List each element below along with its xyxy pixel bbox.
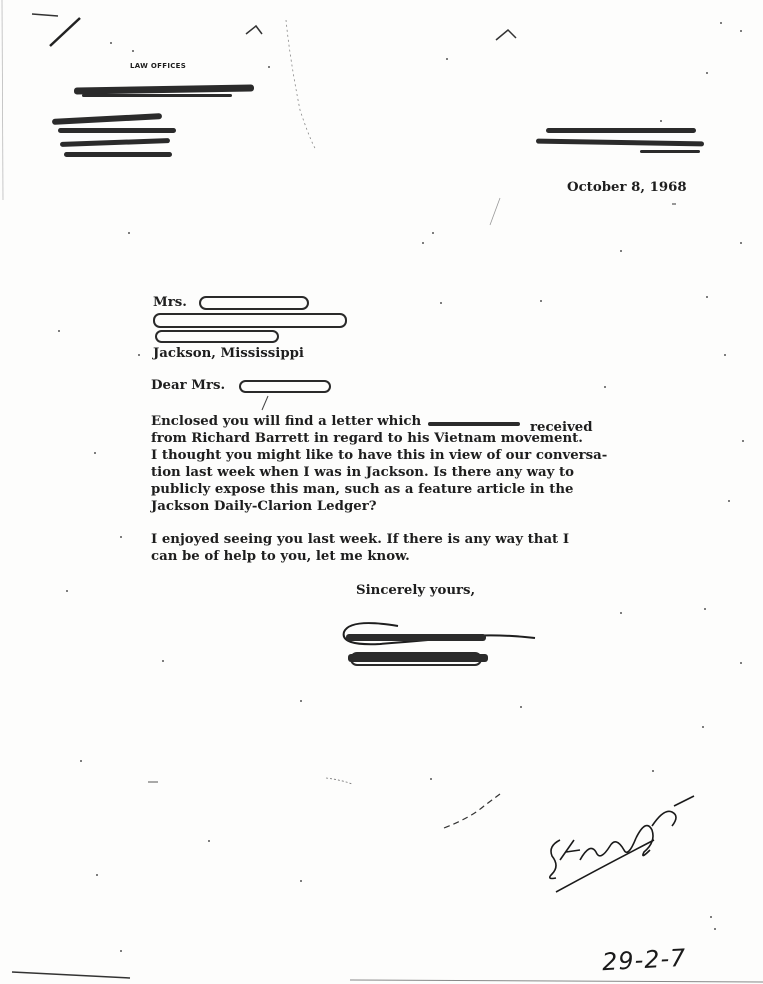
pen-stroke <box>444 794 500 828</box>
closing: Sincerely yours, <box>356 583 476 598</box>
redacted-greeting-name <box>239 380 331 393</box>
body-p1-line3: I thought you might like to have this in view of our conversa- <box>151 448 608 463</box>
letterhead-firm-label: LAW OFFICES <box>130 62 187 70</box>
letter-date: October 8, 1968 <box>567 180 687 195</box>
corner-mark <box>32 14 58 16</box>
body-p1-line4: tion last week when I was in Jackson. Is there any way to <box>151 465 575 480</box>
redacted-signer-name <box>346 634 486 641</box>
redacted-recipient-street <box>153 313 347 328</box>
body-p2-line1: I enjoyed seeing you last week. If there is any way that I <box>151 532 570 547</box>
handwritten-file-number: 29-2-7 <box>601 943 688 977</box>
redacted-name-inline <box>428 422 520 426</box>
slash-mark <box>50 18 80 46</box>
dash-mark-2 <box>326 778 352 784</box>
redacted-address-right <box>546 128 696 133</box>
body-p1-line6: Jackson Daily-Clarion Ledger? <box>151 499 377 514</box>
bottom-edge-mark <box>12 972 130 978</box>
body-p1-line5: publicly expose this man, such as a feature article in the <box>151 482 574 497</box>
body-p1-line1-start: Enclosed you will find a letter which <box>151 414 422 429</box>
tick-mark <box>262 396 268 410</box>
body-p2-line2: can be of help to you, let me know. <box>151 549 410 564</box>
body-p1-line1-end: received <box>530 420 593 435</box>
bottom-edge-line <box>350 980 763 982</box>
scratch-mark <box>286 20 316 150</box>
redacted-recipient-name <box>199 296 309 310</box>
scratch-mark-2 <box>490 198 500 225</box>
edge-line <box>2 0 3 200</box>
body-p1-line2: from Richard Barrett in regard to his Vietnam movement. <box>151 431 583 446</box>
greeting: Dear Mrs. <box>151 378 226 393</box>
recipient-prefix: Mrs. <box>153 295 187 310</box>
caret-mark-right <box>496 30 516 40</box>
caret-mark-left <box>246 26 262 34</box>
redacted-recipient-line <box>155 330 279 343</box>
recipient-city: Jackson, Mississippi <box>153 346 304 361</box>
handwritten-initials <box>550 796 694 892</box>
